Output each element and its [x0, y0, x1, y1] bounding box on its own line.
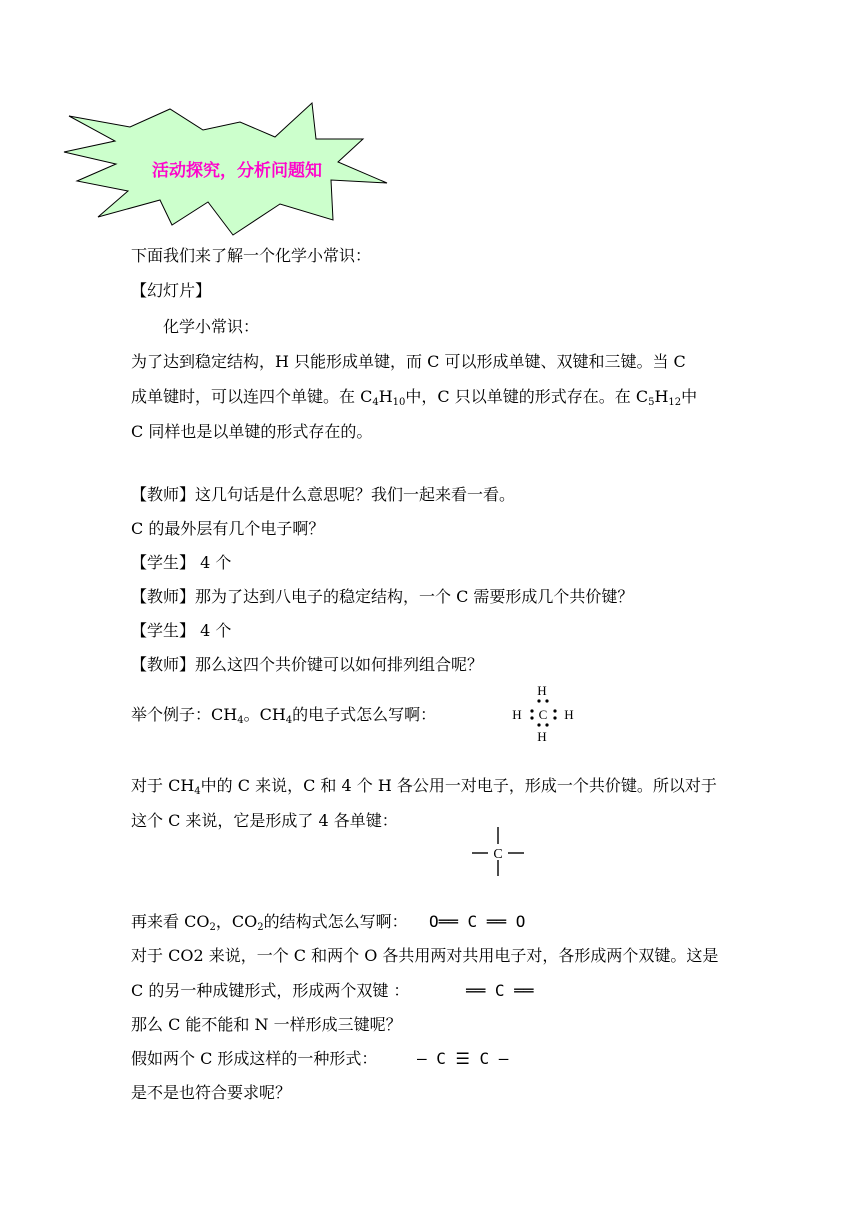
- slide-tag: 【幻灯片】: [131, 281, 212, 300]
- teacher-line-3: 【教师】那么这四个共价键可以如何排列组合呢？: [131, 655, 484, 674]
- co2-structural-formula: O══ C ══ O: [429, 912, 526, 931]
- electron-c: C: [538, 707, 548, 722]
- banner-star-shape: [0, 0, 420, 240]
- student-line-2: 【学生】 4 个: [131, 621, 232, 640]
- ch4-explain-line-2: 这个 C 来说，它是形成了 4 各单键：: [131, 811, 398, 830]
- example-line: 举个例子：$CH_4$。$CH_4$的电子式怎么写啊：: [131, 705, 437, 726]
- slide-title: 化学小常识：: [163, 317, 260, 336]
- single-c-label: C: [493, 847, 503, 862]
- suppose-line: 假如两个 C 形成这样的一种形式：: [131, 1049, 378, 1068]
- electron-h-bottom: H: [537, 729, 547, 744]
- triple-question: 那么 C 能不能和 N 一样形成三键呢？: [131, 1015, 402, 1034]
- question-line-1: C 的最外层有几个电子啊？: [131, 519, 325, 538]
- paragraph-line-2: 成单键时，可以连四个单键。在 $C_4H_{10}$中，C 只以单键的形式存在。在 $C_5H_{12}$中: [131, 387, 698, 408]
- last-line: 是不是也符合要求呢？: [131, 1083, 292, 1102]
- paragraph-line-3: C 同样也是以单键的形式存在的。: [131, 422, 373, 441]
- ch4-electron-formula: [505, 682, 585, 750]
- electron-h-top: H: [537, 683, 547, 698]
- banner-title: 活动探究，分析问题知: [152, 161, 322, 181]
- double-bond-formula: ══ C ══: [466, 981, 534, 1000]
- electron-h-left: H: [512, 707, 522, 722]
- electron-h-right: H: [564, 707, 574, 722]
- intro-text: 下面我们来了解一个化学小常识：: [131, 246, 372, 265]
- paragraph-line-1: 为了达到稳定结构，H 只能形成单键，而 C 可以形成单键、双键和三键。当 C: [131, 352, 686, 371]
- teacher-line-1: 【教师】这几句话是什么意思呢？我们一起来看一看。: [131, 485, 516, 504]
- triple-bond-formula: — C ☰ C —: [417, 1049, 509, 1068]
- single-bond-carbon: [468, 824, 528, 882]
- ch4-explain-line-1: 对于 $CH_4$中的 C 来说，C 和 4 个 H 各公用一对电子，形成一个共价键。所以对于: [131, 776, 717, 797]
- teacher-line-2: 【教师】那为了达到八电子的稳定结构，一个 C 需要形成几个共价键？: [131, 587, 634, 606]
- co2-line: 再来看 $CO_2$，$CO_2$的结构式怎么写啊：: [131, 912, 408, 933]
- student-line-1: 【学生】 4 个: [131, 553, 232, 572]
- co2-explain-line-1: 对于 CO2 来说，一个 C 和两个 O 各共用两对共用电子对，各形成两个双键。这是: [131, 946, 719, 965]
- co2-explain-line-2: C 的另一种成键形式，形成两个双键 ：: [131, 981, 410, 1000]
